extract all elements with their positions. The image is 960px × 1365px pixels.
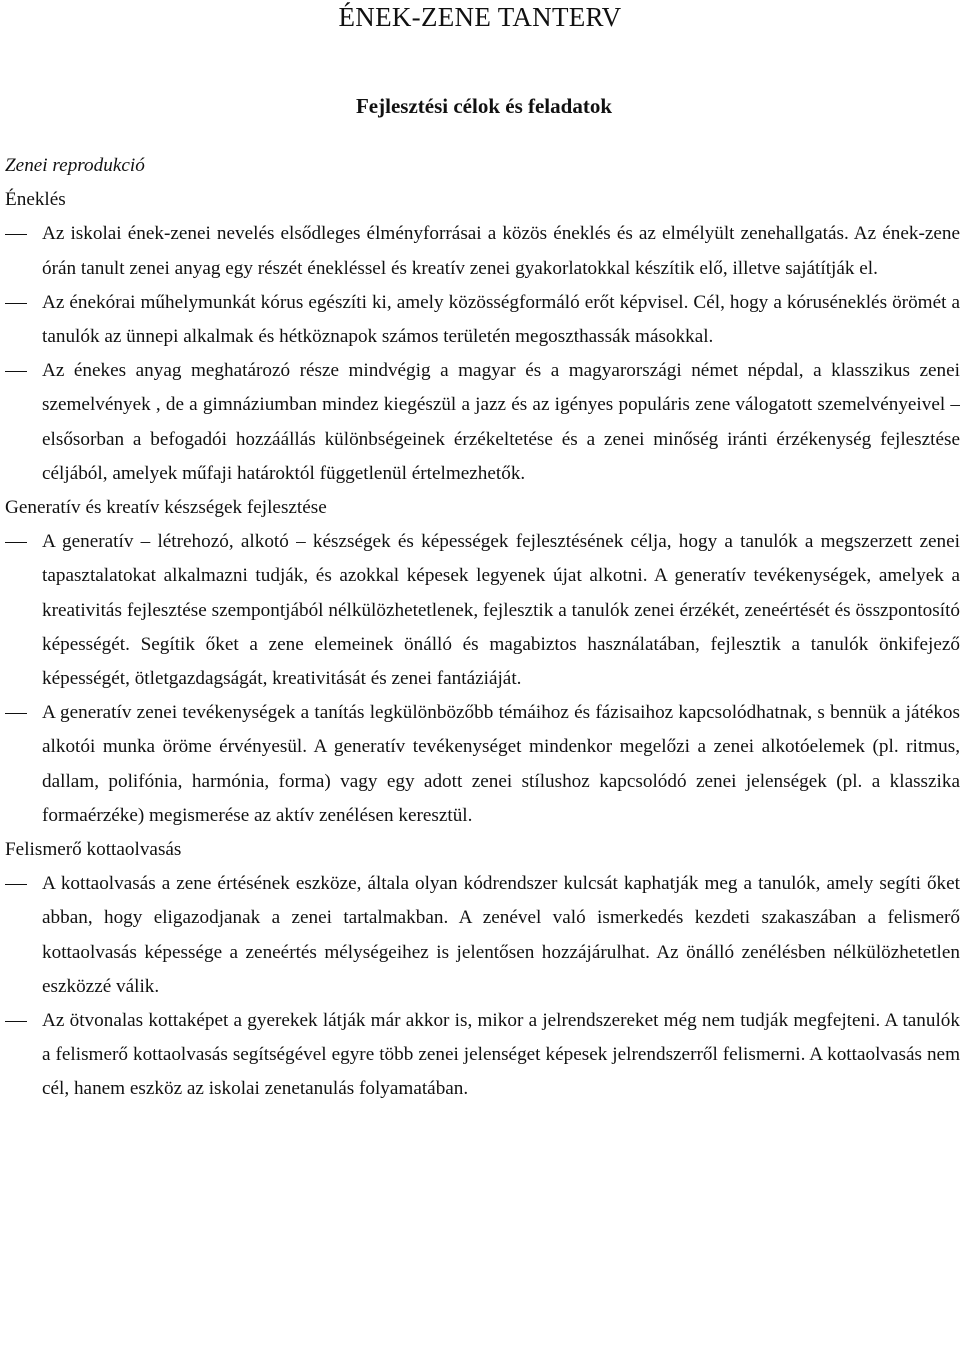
list-item: Az énekes anyag meghatározó része mindvégig a magyar és a magyarországi német népdal, a klasszikus zenei szemelvények , de a gimnáziumban mindez kiegészül a jazz és az igényes populáris zene válogatott szemelvényeivel – elsősorban a befogadói hozzáállás különbségeinek érzékeltetése és a zenei minőség iránti érzékenység fejlesztése céljából, amelyek műfaji határoktól függetlenül értelmezhetők. xyxy=(5,354,960,491)
dash-bullet xyxy=(5,542,27,543)
section-heading-zenei-reprodukcio: Zenei reprodukció xyxy=(5,155,145,176)
document-body xyxy=(5,149,960,1107)
document-subtitle: Fejlesztési célok és feladatok xyxy=(355,94,612,118)
dash-bullet xyxy=(5,234,27,235)
list-item: Az iskolai ének-zenei nevelés elsődleges élményforrásai a közös éneklés és az elmélyült zenehallgatás. Az ének-zene órán tanult zenei anyag egy részét énekléssel és kreatív zenei gyakorlatokkal készítik elő, illetve sajátítják el. xyxy=(5,217,960,285)
dash-bullet xyxy=(5,884,27,885)
document-title: ÉNEK-ZENE TANTERV xyxy=(338,2,622,32)
list-item: A generatív – létrehozó, alkotó – készségek és képességek fejlesztésének célja, hogy a tanulók a megszerzett zenei tapasztalatokat alkalmazni tudják, és azokkal képesek legyenek újat alkotni. A generatív tevékenységek, amelyek a kreativitás fejlesztése szempontjából nélkülözhetetlenek, fejlesztik a tanulók zenei érzékét, zeneértését és összpontosító képességét. Segítik őket a zene elemeinek önálló és magabiztos használatában, fejlesztik a tanulók önkifejező képességét, ötletgazdagságát, kreativitását és zenei fantáziáját. xyxy=(5,525,960,696)
section-heading-kottaolvasas: Felismerő kottaolvasás xyxy=(5,839,182,861)
dash-bullet xyxy=(5,303,27,304)
dash-bullet xyxy=(5,371,27,372)
list-item: Az ötvonalas kottaképet a gyerekek látják már akkor is, mikor a jelrendszereket még nem tudják megfejteni. A tanulók a felismerő kottaolvasás segítségével egyre több zenei jelenséget képesek jelrendszerről felismerni. A kottaolvasás nem cél, hanem eszköz az iskolai zenetanulás folyamatában. xyxy=(5,1004,960,1107)
dash-bullet xyxy=(5,1021,27,1022)
subsection-heading-enekles: Éneklés xyxy=(5,189,66,211)
section-heading-generativ: Generatív és kreatív készségek fejlesztése xyxy=(5,497,327,519)
list-item: A generatív zenei tevékenységek a tanítás legkülönbözőbb témáihoz és fázisaihoz kapcsolódhatnak, s bennük a játékos alkotói munka öröme érvényesül. A generatív tevékenységet mindenkor megelőzi a zenei alkotóelemek (pl. ritmus, dallam, polifónia, harmónia, forma) vagy egy adott zenei stílushoz kapcsolódó zenei jelenségek (pl. a klasszika formaérzéke) megismerése az aktív zenélésen keresztül. xyxy=(5,696,960,833)
dash-bullet xyxy=(5,713,27,714)
list-item: Az énekórai műhelymunkát kórus egészíti ki, amely közösségformáló erőt képvisel. Cél, hogy a kóruséneklés örömét a tanulók az ünnepi alkalmak és hétköznapok számos területén megoszthassák másokkal. xyxy=(5,286,960,354)
list-item: A kottaolvasás a zene értésének eszköze, általa olyan kódrendszer kulcsát kaphatják meg a tanulók, amely segíti őket abban, hogy eligazodjanak a zenei tartalmakban. A zenével való ismerkedés kezdeti szakaszában a felismerő kottaolvasás képessége a zeneértés mélységeihez is jelentősen hozzájárulhat. Az önálló zenélésben nélkülözhetetlen eszközzé válik. xyxy=(5,867,960,1004)
